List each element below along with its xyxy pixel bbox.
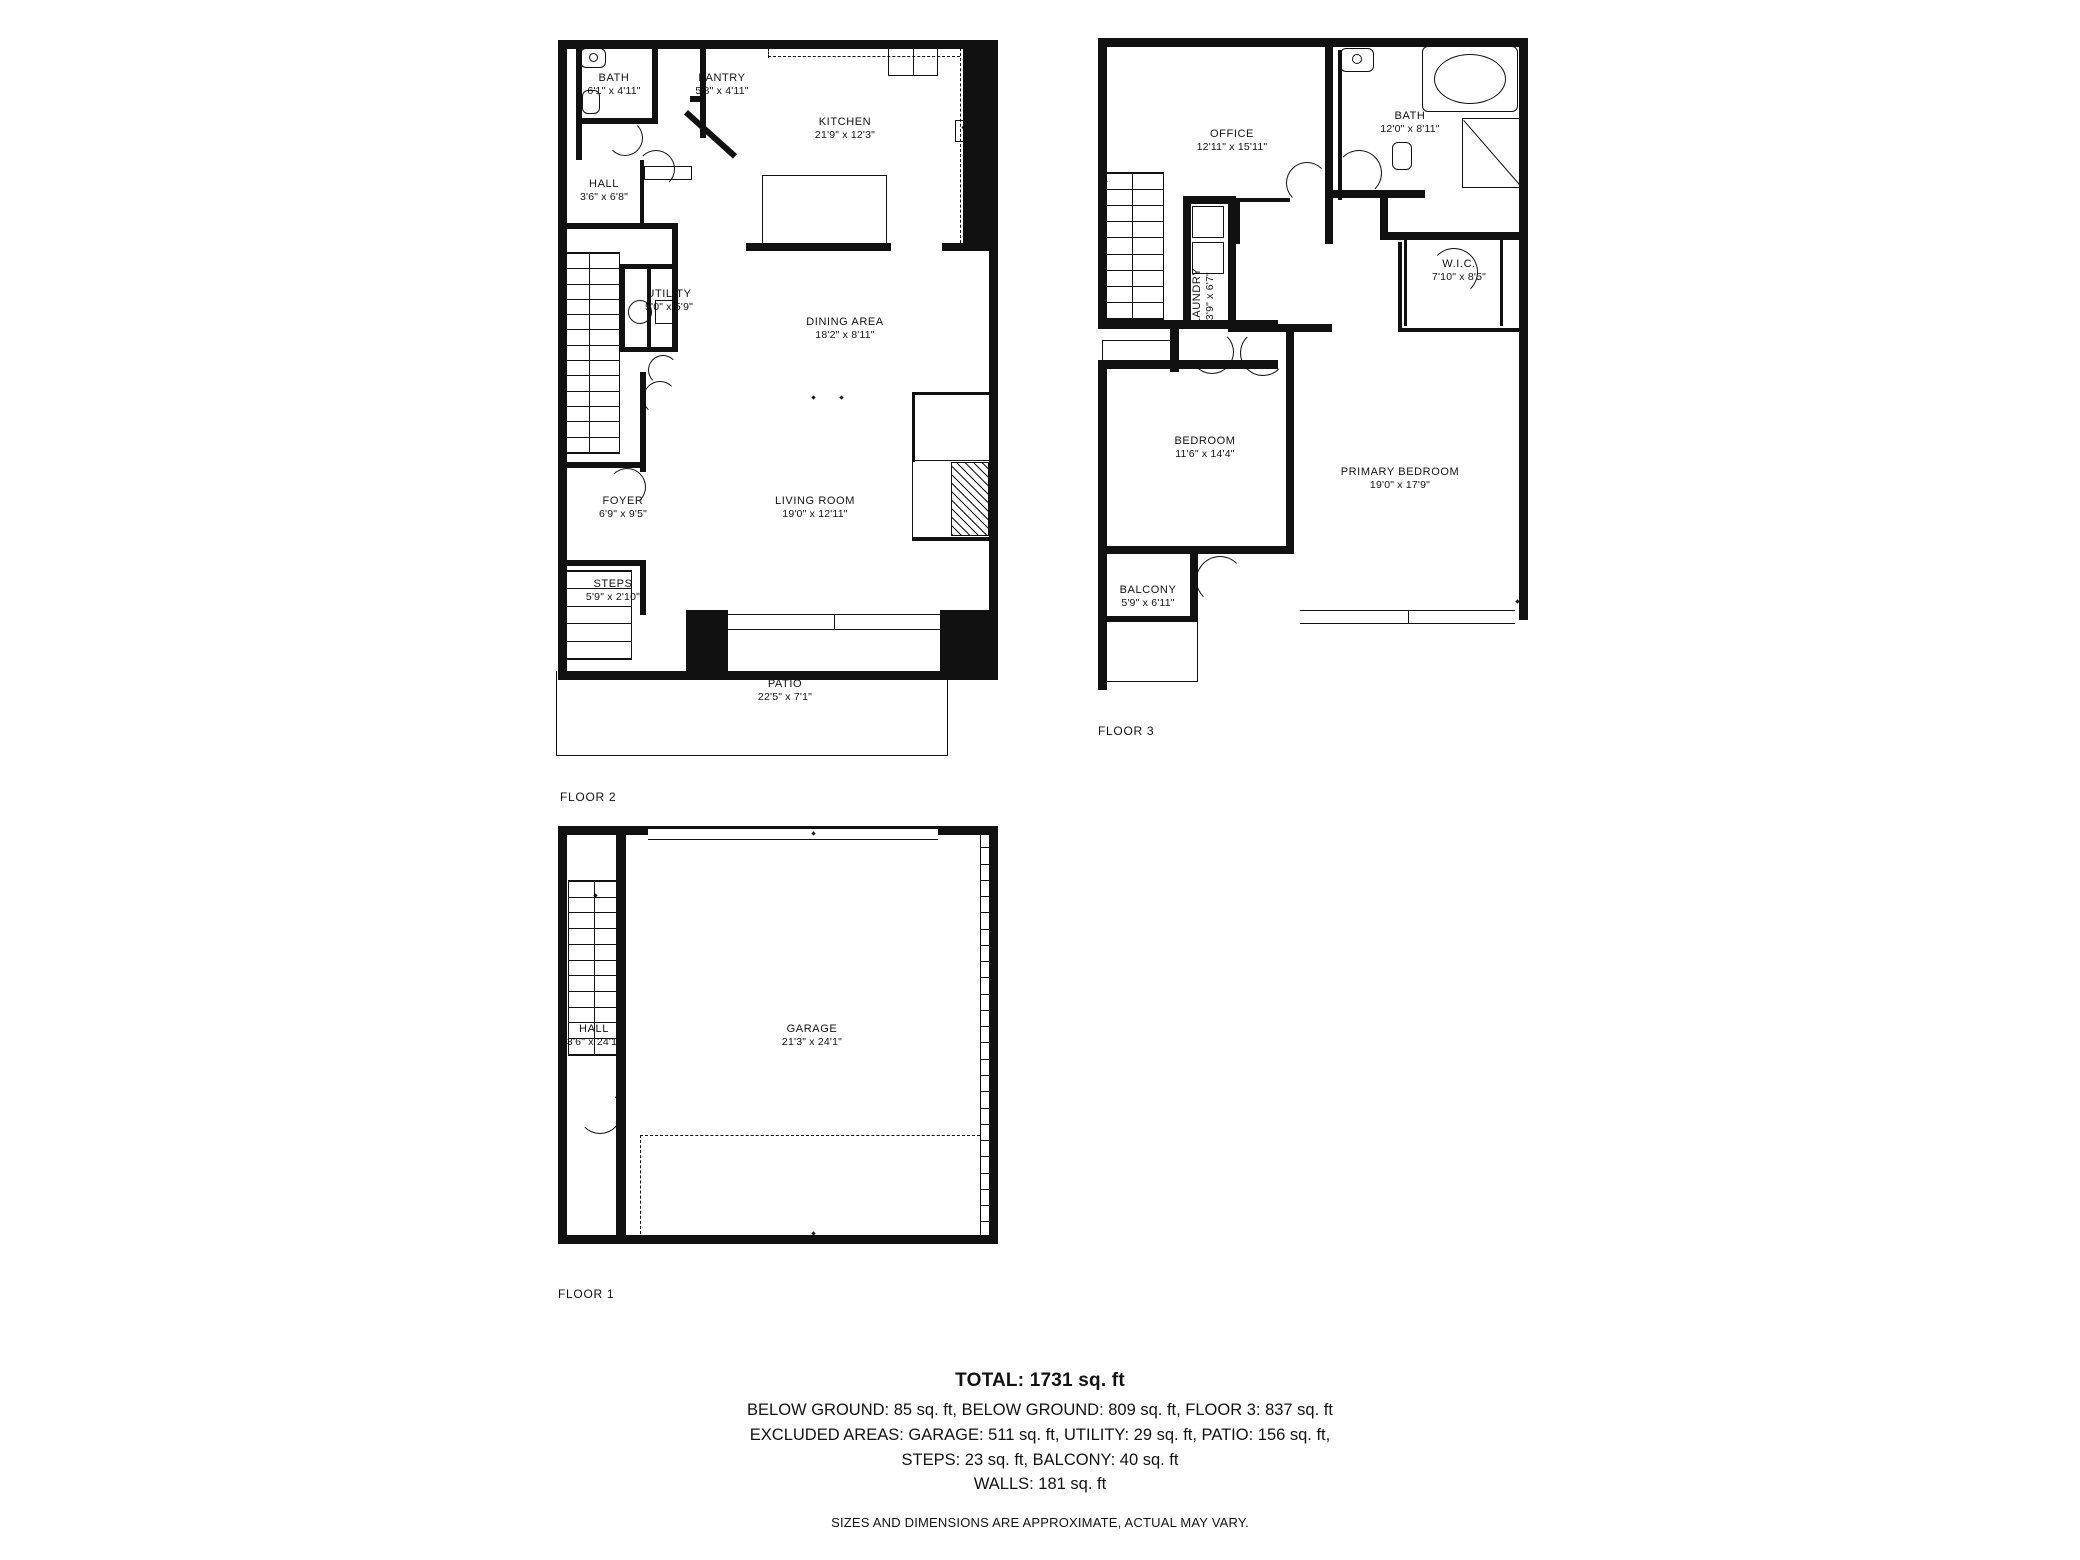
kitchen-island — [762, 175, 887, 247]
floor-2-caption: FLOOR 2 — [560, 790, 617, 804]
bathtub-basin — [1434, 54, 1506, 104]
wall — [620, 264, 625, 352]
door-arc — [1190, 330, 1234, 374]
toilet — [1392, 142, 1412, 170]
closet-line — [1236, 198, 1290, 202]
wall — [942, 243, 998, 251]
bath-sink-basin — [589, 53, 598, 62]
wall — [1286, 324, 1294, 546]
area-breakdown-line-4: WALLS: 181 sq. ft — [973, 1475, 1107, 1494]
window-mullion — [1408, 610, 1409, 624]
wall — [1183, 196, 1191, 326]
wall — [558, 462, 646, 468]
niche-line — [912, 538, 992, 541]
wall — [1228, 196, 1236, 332]
wall — [1325, 192, 1333, 244]
niche-line — [912, 392, 990, 395]
closet-shelf — [1404, 238, 1407, 326]
room-label-utility: UTILITY 5'0" x 5'9" — [644, 288, 694, 314]
room-label-hall: HALL 3'6" x 24'1" — [566, 1023, 622, 1049]
room-label-bedroom: BEDROOM 11'6" x 14'4" — [1174, 435, 1236, 461]
floor-3-caption: FLOOR 3 — [1098, 724, 1155, 738]
wall — [940, 610, 998, 671]
bath-sink-basin — [1352, 54, 1362, 64]
slab-edge — [640, 1135, 641, 1239]
wall — [558, 560, 646, 566]
area-breakdown-line-3: STEPS: 23 sq. ft, BALCONY: 40 sq. ft — [901, 1450, 1179, 1469]
room-label-dining-area: DINING AREA 18'2" x 8'11" — [806, 316, 884, 342]
door-arc — [637, 150, 675, 188]
wall — [652, 40, 706, 46]
slab-edge — [640, 1135, 980, 1136]
door-arc — [578, 1090, 622, 1134]
stair-rail — [1132, 172, 1133, 320]
room-label-foyer: FOYER 6'9" x 9'5" — [598, 495, 648, 521]
wall — [1380, 232, 1528, 240]
room-label-steps: STEPS 5'9" x 2'10" — [585, 578, 641, 604]
staircase — [1102, 172, 1164, 320]
washer — [1192, 206, 1224, 238]
closet-line — [1236, 198, 1240, 244]
door-arc — [607, 120, 643, 156]
staircase — [560, 252, 620, 454]
garage-door — [648, 828, 938, 840]
door-arc — [648, 355, 678, 385]
wall — [1519, 190, 1528, 620]
room-label-wic: W.I.C. 7'10" x 8'5" — [1431, 258, 1487, 284]
floor-1-caption: FLOOR 1 — [558, 1287, 615, 1301]
area-breakdown-line-2: EXCLUDED AREAS: GARAGE: 511 sq. ft, UTILITY: 29 sq. ft, PATIO: 156 sq. ft, — [749, 1425, 1331, 1444]
wall — [652, 40, 658, 124]
wall — [1398, 242, 1402, 332]
wall — [1228, 324, 1332, 332]
room-label-pantry: PANTRY 5'8" x 4'11" — [695, 72, 749, 98]
closet-shelf — [1500, 238, 1503, 326]
wall — [746, 243, 891, 251]
room-label-office: OFFICE 12'11" x 15'11" — [1196, 128, 1268, 154]
wall — [684, 110, 737, 159]
room-label-bath: BATH 6'1" x 4'11" — [587, 72, 641, 98]
patio-outline — [556, 671, 948, 756]
door-arc — [1336, 150, 1382, 196]
measure-dot — [839, 395, 843, 399]
area-breakdown-line-1: BELOW GROUND: 85 sq. ft, BELOW GROUND: 809 sq. ft, FLOOR 3: 837 sq. ft — [747, 1401, 1333, 1419]
wall — [640, 372, 646, 472]
room-label-garage: GARAGE 21'3" x 24'1" — [781, 1023, 843, 1049]
room-label-living-room: LIVING ROOM 19'0" x 12'11" — [775, 495, 855, 521]
kitchen-sink-divider — [913, 44, 914, 76]
wall — [640, 560, 646, 615]
patio-door-mullion — [834, 614, 835, 630]
disclaimer-text: SIZES AND DIMENSIONS ARE APPROXIMATE, ACTUAL MAY VARY. — [831, 1515, 1249, 1530]
door-arc — [1286, 162, 1328, 204]
door-arc — [1196, 556, 1244, 604]
door-arc — [643, 381, 677, 415]
room-label-balcony: BALCONY 5'9" x 6'11" — [1119, 584, 1177, 610]
wall — [620, 347, 678, 352]
upper-cabinet-line — [768, 48, 769, 58]
fireplace-hatch — [951, 462, 989, 536]
room-label-laundry: LAUNDRY 3'9" x 6'7" — [1190, 267, 1217, 325]
kitchen-counter — [963, 48, 998, 248]
room-label-patio: PATIO 22'5" x 7'1" — [757, 678, 813, 704]
stair-rail — [589, 252, 590, 454]
area-summary — [0, 1370, 2080, 1530]
room-label-hall: HALL 3'6" x 6'8" — [579, 178, 629, 204]
upper-cabinet-line — [960, 48, 961, 248]
measure-dot — [811, 395, 815, 399]
room-label-bath: BATH 12'0" x 8'11" — [1380, 110, 1440, 136]
wall — [1098, 546, 1294, 554]
door-arc — [1240, 330, 1286, 376]
upper-cabinet-line — [768, 56, 960, 57]
balcony-outline — [1098, 620, 1198, 682]
room-label-primary-bedroom: PRIMARY BEDROOM 19'0" x 17'9" — [1340, 466, 1460, 492]
total-area: TOTAL: 1731 sq. ft — [955, 1370, 1125, 1391]
linen-closet — [1102, 340, 1176, 362]
wall — [1398, 328, 1526, 332]
garage-wall-detail — [980, 830, 996, 1240]
wall — [1519, 38, 1528, 190]
niche-line — [912, 392, 915, 462]
wall — [558, 826, 567, 1244]
wall — [558, 223, 678, 229]
wall — [686, 610, 728, 671]
room-label-kitchen: KITCHEN 21'9" x 12'3" — [814, 116, 876, 142]
